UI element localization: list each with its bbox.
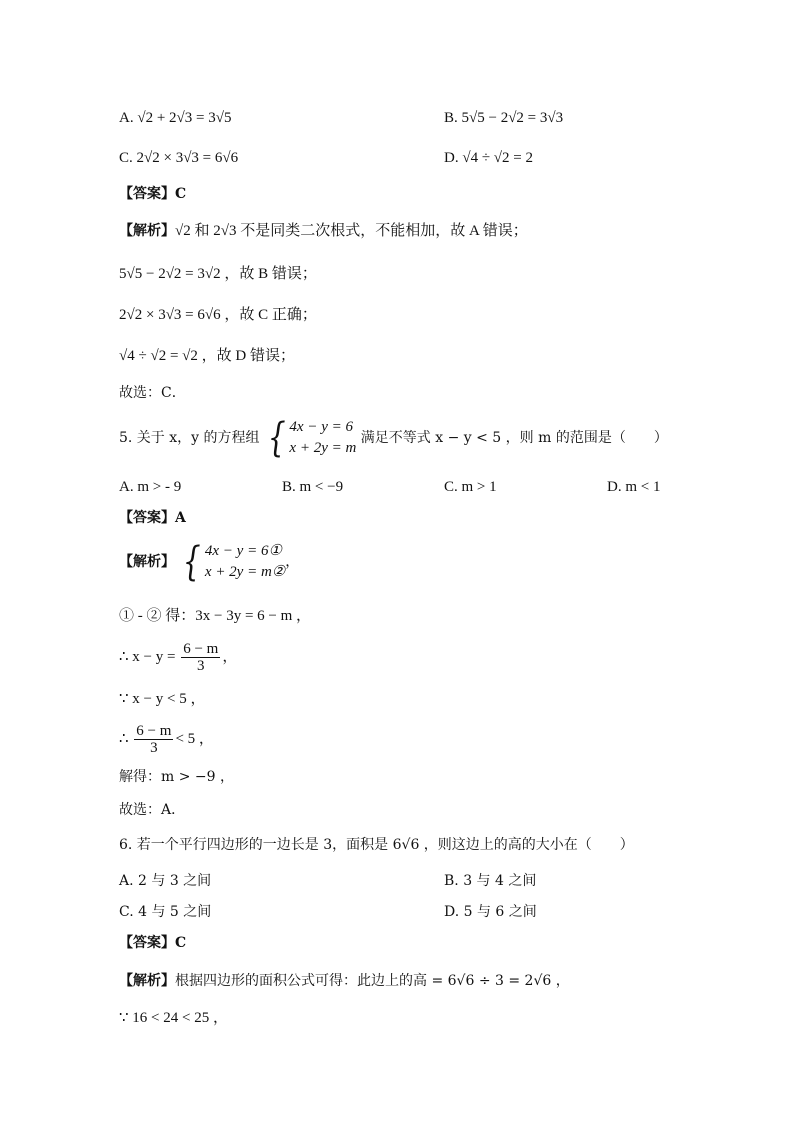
q6-option-d: D. 5 与 6 之间 xyxy=(444,904,537,920)
q6-option-c: C. 4 与 5 之间 xyxy=(119,904,212,920)
q5-step-3: ∵ x − y < 5 ， xyxy=(119,691,206,707)
q5-step-4-prefix: ∴ xyxy=(119,731,129,747)
q5-equation-system xyxy=(264,417,356,459)
q5-step-1: ① - ② 得：3x − 3y = 6 − m ， xyxy=(119,608,312,624)
q5-solve: 解得：m > −9 ， xyxy=(119,769,234,785)
q5-equation-1: 4x − y = 6 xyxy=(289,419,353,435)
q5-analysis-eq-2: x + 2y = m② xyxy=(204,564,286,580)
q4-analysis-line-1 xyxy=(119,221,528,241)
analysis-text: 根据四边形的面积公式可得：此边上的高 = 6√6 ÷ 3 = 2√6 ， xyxy=(175,973,570,989)
q5-analysis-equation-system xyxy=(179,541,285,583)
q5-choose: 故选：A． xyxy=(119,802,186,818)
q5-stem-prefix: 5. 关于 x，y 的方程组 xyxy=(119,430,260,446)
analysis-label: 【解析】 xyxy=(119,973,175,989)
analysis-label: 【解析】 xyxy=(119,554,175,570)
fraction-denominator: 3 xyxy=(197,658,205,675)
q5-step-2-suffix: ， xyxy=(222,649,238,665)
q5-step-4-fraction xyxy=(134,723,173,756)
q5-step-4 xyxy=(119,722,214,756)
q4-analysis-line-3: 2√2 × 3√3 = 6√6 ，故 C 正确； xyxy=(119,307,317,323)
q4-answer: 【答案】C xyxy=(119,186,187,202)
q5-equation-2: x + 2y = m xyxy=(289,440,357,456)
q6-answer: 【答案】C xyxy=(119,935,187,951)
q4-option-d: D. √4 ÷ √2 = 2 xyxy=(444,150,533,166)
q6-analysis-line-1 xyxy=(119,971,570,991)
q4-option-c: C. 2√2 × 3√3 = 6√6 xyxy=(119,150,239,166)
left-brace-icon: { xyxy=(183,539,202,585)
fraction-numerator: 6 − m xyxy=(183,641,219,658)
q5-option-a: A. m > - 9 xyxy=(119,479,182,495)
q5-option-d: D. m < 1 xyxy=(607,479,661,495)
q5-stem xyxy=(119,416,668,460)
analysis-text: √2 和 2√3 不是同类二次根式，不能相加，故 A 错误； xyxy=(175,223,528,239)
q5-analysis-eq-1: 4x − y = 6① xyxy=(204,543,282,559)
q5-step-2-fraction xyxy=(181,641,220,674)
q4-analysis-line-2: 5√5 − 2√2 = 3√2 ，故 B 错误； xyxy=(119,266,317,282)
q6-analysis-line-2: ∵ 16 < 24 < 25 ， xyxy=(119,1010,228,1026)
q5-analysis-system xyxy=(119,540,299,584)
q4-option-b: B. 5√5 − 2√2 = 3√3 xyxy=(444,110,564,126)
q6-option-a: A. 2 与 3 之间 xyxy=(119,873,212,889)
fraction-denominator: 3 xyxy=(150,740,158,757)
q5-step-2 xyxy=(119,640,237,674)
q5-analysis-comma: ， xyxy=(285,554,300,570)
q5-option-c: C. m > 1 xyxy=(444,479,497,495)
left-brace-icon: { xyxy=(267,415,286,461)
q4-choose: 故选：C． xyxy=(119,385,186,401)
q5-step-2-prefix: ∴ x − y = xyxy=(119,649,176,665)
q6-option-b: B. 3 与 4 之间 xyxy=(444,873,537,889)
q5-option-b: B. m < −9 xyxy=(282,479,344,495)
q5-answer: 【答案】A xyxy=(119,510,186,526)
q4-analysis-line-4: √4 ÷ √2 = √2 ，故 D 错误； xyxy=(119,348,295,364)
q5-step-4-suffix: < 5 ， xyxy=(175,731,214,747)
fraction-numerator: 6 − m xyxy=(136,723,172,740)
q4-option-a: A. √2 + 2√3 = 3√5 xyxy=(119,110,232,126)
q5-stem-suffix: 满足不等式 x − y < 5 ，则 m 的范围是（ ） xyxy=(360,430,668,446)
q6-stem: 6. 若一个平行四边形的一边长是 3，面积是 6√6 ，则这边上的高的大小在（ ） xyxy=(119,837,634,853)
analysis-label: 【解析】 xyxy=(119,223,175,239)
